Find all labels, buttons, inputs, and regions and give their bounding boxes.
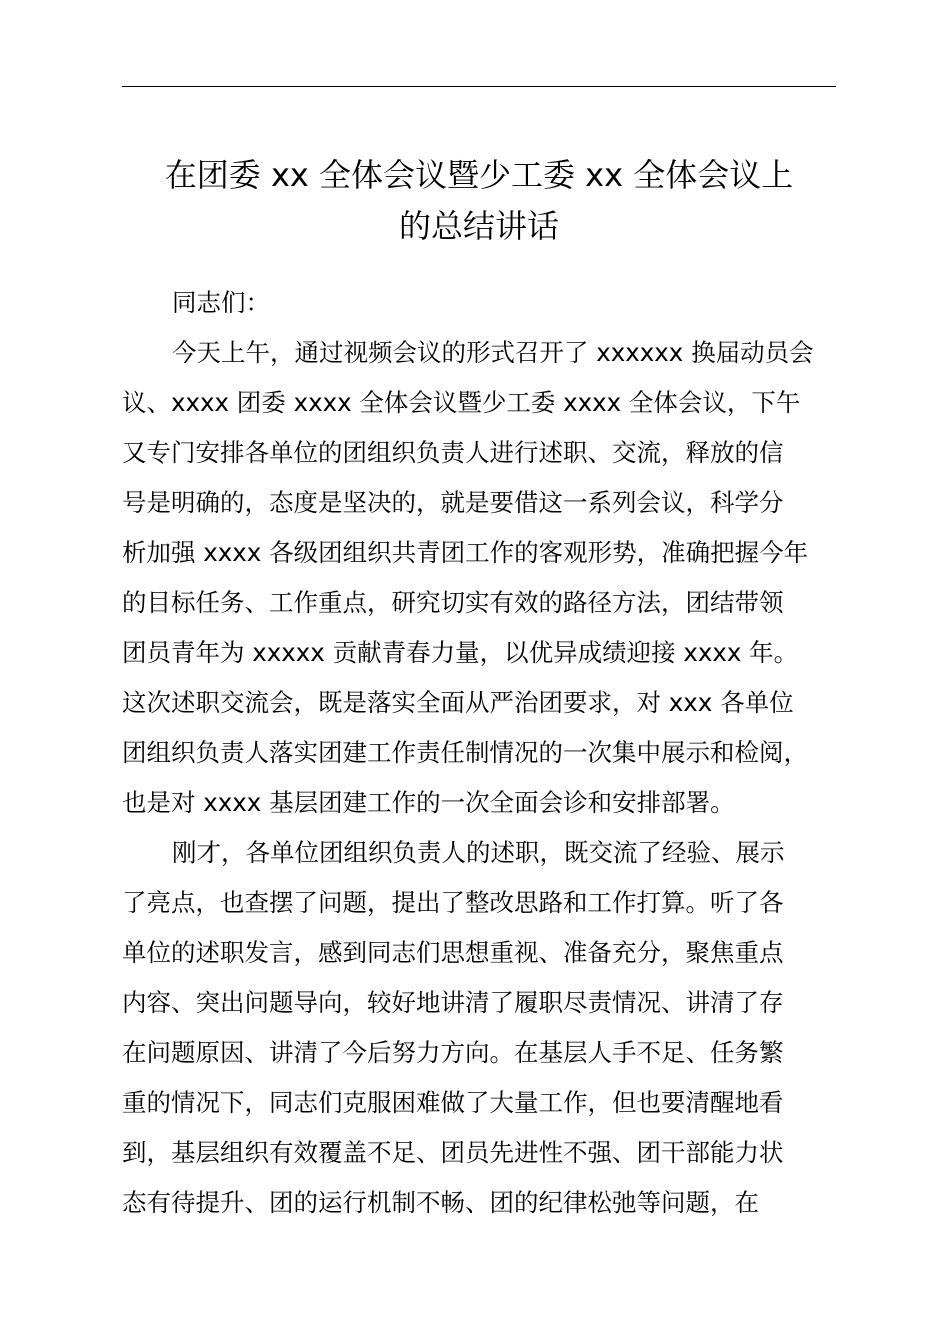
salutation-line: 同志们： bbox=[172, 288, 270, 317]
text-line: 也是对 xxxx 基层团建工作的一次全面会诊和安排部署。 bbox=[122, 788, 735, 817]
text-line: 的目标任务、工作重点，研究切实有效的路径方法，团结带领 bbox=[122, 588, 784, 617]
text-line: 刚才，各单位团组织负责人的述职，既交流了经验、展示 bbox=[172, 838, 785, 867]
text-line: 单位的述职发言，感到同志们思想重视、准备充分，聚焦重点 bbox=[122, 938, 784, 967]
document-body bbox=[122, 278, 842, 1228]
text-line: 了亮点，也查摆了问题，提出了整改思路和工作打算。听了各 bbox=[122, 888, 784, 917]
text-line: 团员青年为 xxxxx 贡献青春力量，以优异成绩迎接 xxxx 年。 bbox=[122, 638, 799, 667]
paragraph-2 bbox=[122, 828, 842, 1228]
text-line: 又专门安排各单位的团组织负责人进行述职、交流，释放的信 bbox=[122, 438, 784, 467]
document-title bbox=[122, 150, 836, 252]
text-line: 团组织负责人落实团建工作责任制情况的一次集中展示和检阅， bbox=[122, 738, 808, 767]
text-line: 今天上午，通过视频会议的形式召开了 xxxxxx 换届动员会 bbox=[172, 338, 814, 367]
text-line: 析加强 xxxx 各级团组织共青团工作的客观形势，准确把握今年 bbox=[122, 538, 809, 567]
salutation bbox=[122, 278, 842, 328]
title-line-2: 的总结讲话 bbox=[398, 207, 559, 245]
text-line: 到，基层组织有效覆盖不足、团员先进性不强、团干部能力状 bbox=[122, 1138, 784, 1167]
text-line: 重的情况下，同志们克服困难做了大量工作，但也要清醒地看 bbox=[122, 1088, 784, 1117]
header-rule bbox=[122, 86, 836, 87]
text-line: 内容、突出问题导向，较好地讲清了履职尽责情况、讲清了存 bbox=[122, 988, 784, 1017]
text-line: 这次述职交流会，既是落实全面从严治团要求，对 xxx 各单位 bbox=[122, 688, 794, 717]
text-line: 号是明确的，态度是坚决的，就是要借这一系列会议，科学分 bbox=[122, 488, 784, 517]
text-line: 态有待提升、团的运行机制不畅、团的纪律松弛等问题，在 bbox=[122, 1188, 759, 1217]
text-line: 在问题原因、讲清了今后努力方向。在基层人手不足、任务繁 bbox=[122, 1038, 784, 1067]
title-line-1: 在团委 xx 全体会议暨少工委 xx 全体会议上 bbox=[164, 156, 794, 194]
text-line: 议、xxxx 团委 xxxx 全体会议暨少工委 xxxx 全体会议，下午 bbox=[122, 388, 801, 417]
paragraph-1 bbox=[122, 328, 842, 828]
